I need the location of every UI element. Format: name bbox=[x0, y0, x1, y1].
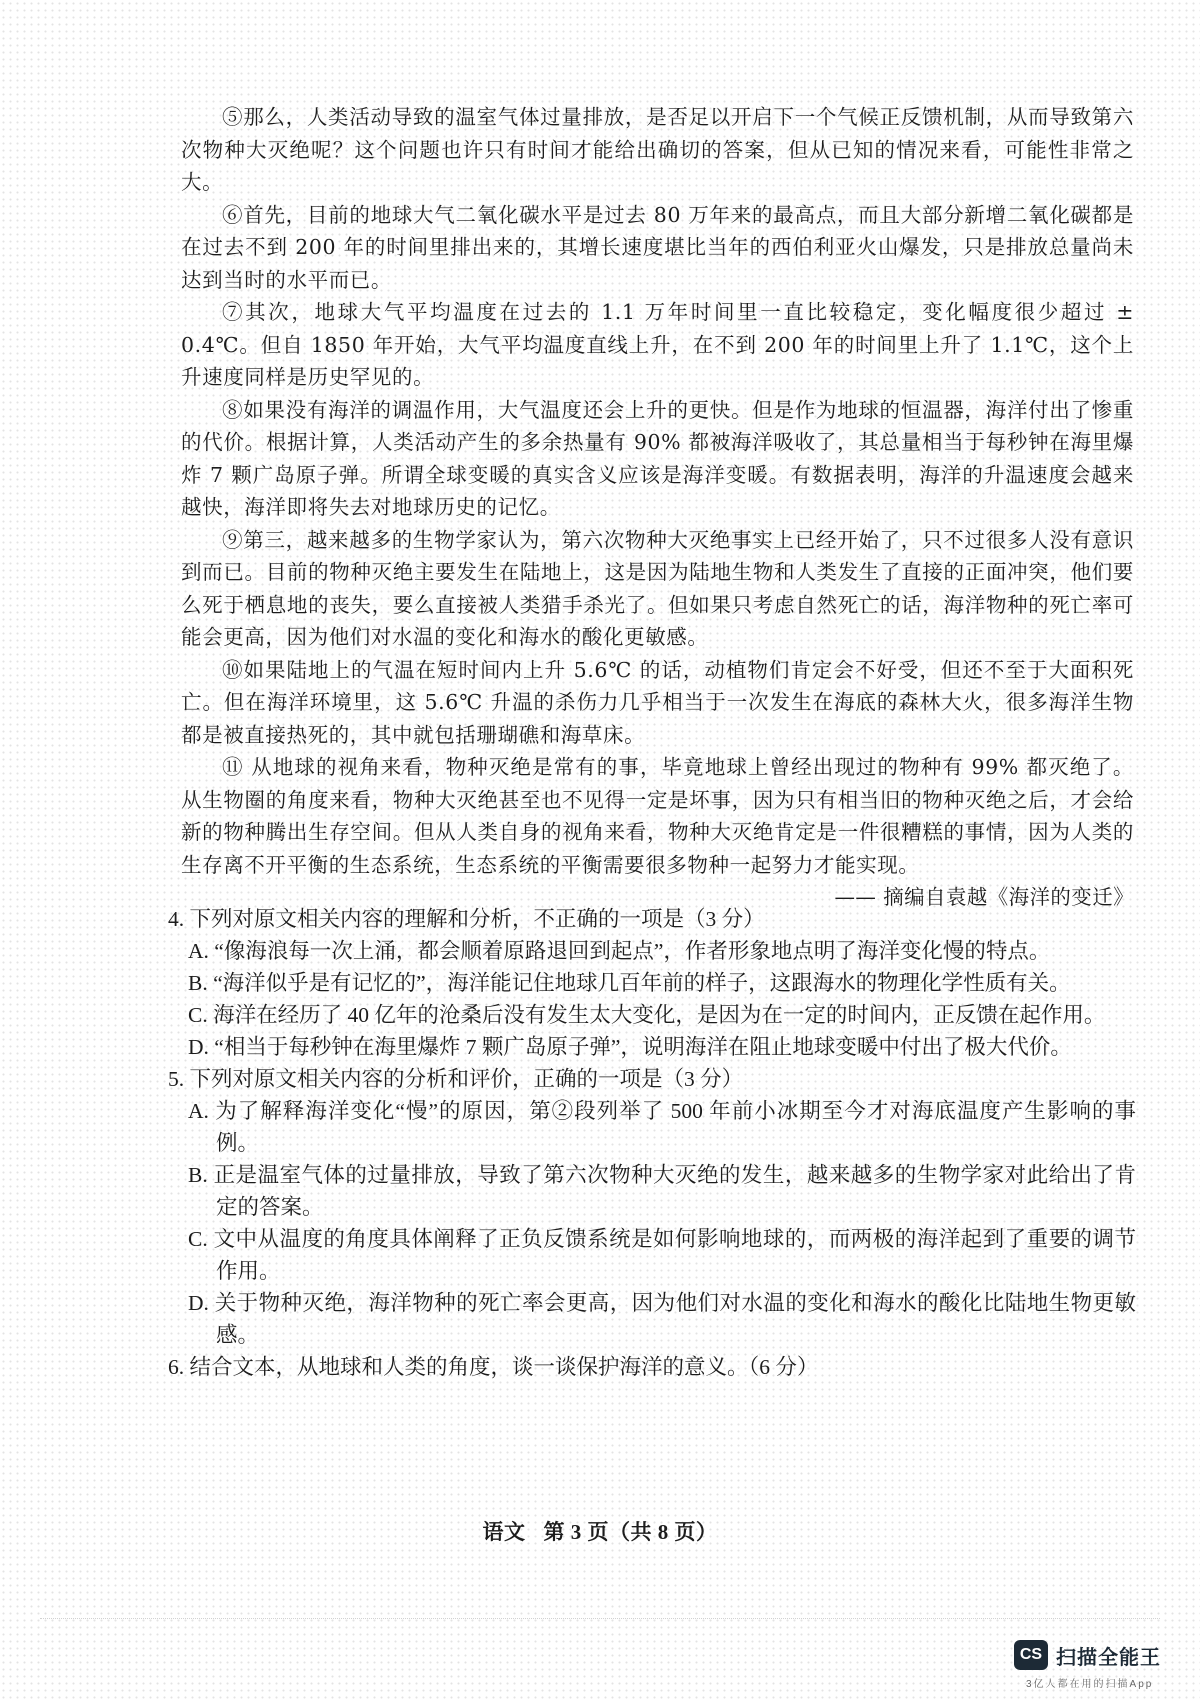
paragraph-9: ⑨第三，越来越多的生物学家认为，第六次物种大灭绝事实上已经开始了，只不过很多人没有意识到而已。目前的物种灭绝主要发生在陆地上，这是因为陆地生物和人类发生了直接的正面冲突，他们要么死于栖息地的丧失，要么直接被人类猎手杀光了。但如果只考虑自然死亡的话，海洋物种的死亡率可能会更高，因为他们对水温的变化和海水的酸化更敏感。 bbox=[181, 527, 1134, 649]
article-source: —— 摘编自袁越《海洋的变迁》 bbox=[834, 885, 1134, 909]
question-section bbox=[168, 903, 1136, 1383]
option-b: B. “海洋似乎是有记忆的”，海洋能记住地球几百年前的样子，这跟海水的物理化学性质有关。 bbox=[188, 971, 1071, 995]
question-4 bbox=[168, 903, 1136, 1063]
paragraph-6: ⑥首先，目前的地球大气二氧化碳水平是过去 80 万年来的最高点，而且大部分新增二氧化碳都是在过去不到 200 年的时间里排出来的，其增长速度堪比当年的西伯利亚火山爆发，只是排放总量尚未达到当时的水平而已。 bbox=[181, 202, 1134, 292]
option-a: A. 为了解释海洋变化“慢”的原因，第②段列举了 500 年前小冰期至今才对海底温度产生影响的事例。 bbox=[188, 1099, 1136, 1155]
reading-passage bbox=[181, 101, 1134, 913]
option-d: D. 关于物种灭绝，海洋物种的死亡率会更高，因为他们对水温的变化和海水的酸化比陆地生物更敏感。 bbox=[188, 1291, 1136, 1347]
option-c: C. 文中从温度的角度具体阐释了正负反馈系统是如何影响地球的，而两极的海洋起到了重要的调节作用。 bbox=[188, 1227, 1136, 1283]
option-a: A. “像海浪每一次上涌，都会顺着原路退回到起点”，作者形象地点明了海洋变化慢的特点。 bbox=[188, 939, 1051, 963]
option-c: C. 海洋在经历了 40 亿年的沧桑后没有发生太大变化，是因为在一定的时间内，正反馈在起作用。 bbox=[188, 1003, 1106, 1027]
question-stem: 6. 结合文本，从地球和人类的角度，谈一谈保护海洋的意义。（6 分） bbox=[168, 1355, 819, 1379]
paragraph-10: ⑩如果陆地上的气温在短时间内上升 5.6℃ 的话，动植物们肯定会不好受，但还不至于大面积死亡。但在海洋环境里，这 5.6℃ 升温的杀伤力几乎相当于一次发生在海底的森林大火，很多海洋生物都是被直接热死的，其中就包括珊瑚礁和海草床。 bbox=[181, 657, 1134, 747]
scan-edge-divider bbox=[40, 1618, 1160, 1620]
question-5 bbox=[168, 1063, 1136, 1351]
watermark-app-name: 扫描全能王 bbox=[1056, 1647, 1161, 1669]
subject-label: 语文 bbox=[482, 1520, 526, 1544]
question-stem: 5. 下列对原文相关内容的分析和评价，正确的一项是（3 分） bbox=[168, 1067, 744, 1091]
page-number: 第 3 页（共 8 页） bbox=[543, 1520, 718, 1544]
paragraph-5: ⑤那么，人类活动导致的温室气体过量排放，是否足以开启下一个气候正反馈机制，从而导致第六次物种大灭绝呢？这个问题也许只有时间才能给出确切的答案，但从已知的情况来看，可能性非常之大。 bbox=[181, 105, 1134, 194]
option-b: B. 正是温室气体的过量排放，导致了第六次物种大灭绝的发生，越来越多的生物学家对此给出了肯定的答案。 bbox=[188, 1163, 1136, 1219]
watermark-tagline: 3亿人都在用的扫描App bbox=[1026, 1679, 1154, 1690]
page-footer bbox=[0, 1516, 1200, 1546]
option-d: D. “相当于每秒钟在海里爆炸 7 颗广岛原子弹”，说明海洋在阻止地球变暖中付出了极大代价。 bbox=[188, 1035, 1072, 1059]
scanner-watermark bbox=[982, 1640, 1182, 1692]
question-stem: 4. 下列对原文相关内容的理解和分析，不正确的一项是（3 分） bbox=[168, 907, 765, 931]
camscanner-logo-icon: CS bbox=[1014, 1640, 1048, 1670]
question-6 bbox=[168, 1351, 1136, 1383]
paragraph-8: ⑧如果没有海洋的调温作用，大气温度还会上升的更快。但是作为地球的恒温器，海洋付出了惨重的代价。根据计算，人类活动产生的多余热量有 90% 都被海洋吸收了，其总量相当于每秒钟在海里爆炸 7 颗广岛原子弹。所谓全球变暖的真实含义应该是海洋变暖。有数据表明，海洋的升温速度会越来越快，海洋即将失去对地球历史的记忆。 bbox=[181, 397, 1134, 519]
paragraph-11: ⑪ 从地球的视角来看，物种灭绝是常有的事，毕竟地球上曾经出现过的物种有 99% 都灭绝了。从生物圈的角度来看，物种大灭绝甚至也不见得一定是坏事，因为只有相当旧的物种灭绝之后，才会给新的物种腾出生存空间。但从人类自身的视角来看，物种大灭绝肯定是一件很糟糕的事情，因为人类的生存离不开平衡的生态系统，生态系统的平衡需要很多物种一起努力才能实现。 bbox=[181, 755, 1134, 877]
paragraph-7: ⑦其次，地球大气平均温度在过去的 1.1 万年时间里一直比较稳定，变化幅度很少超过 ± 0.4℃。但自 1850 年开始，大气平均温度直线上升，在不到 200 年的时间里上升了 1.1℃，这个上升速度同样是历史罕见的。 bbox=[181, 300, 1134, 389]
